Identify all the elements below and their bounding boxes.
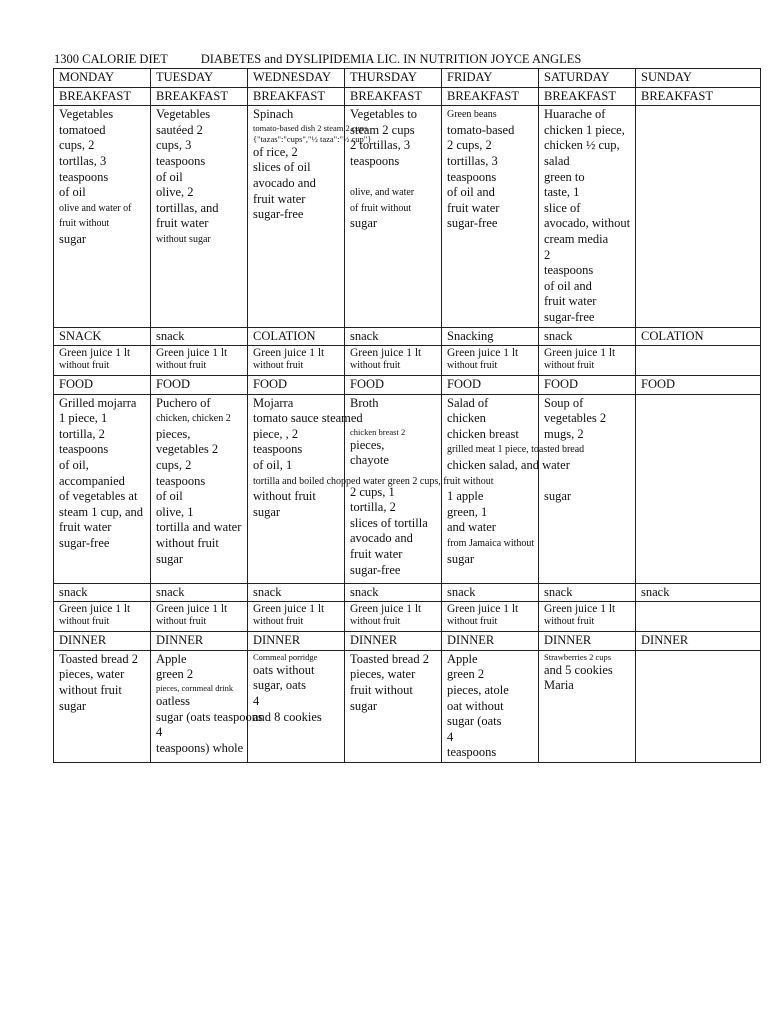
meal-line: cups, 2: [59, 138, 95, 153]
meal-line: tomato-based: [447, 122, 515, 137]
meal-line: fruit water: [544, 294, 597, 309]
meal-line: sugar, oats: [253, 678, 306, 693]
header-subtitle: DIABETES and DYSLIPIDEMIA LIC. IN NUTRITION JOYCE ANGLES: [200, 52, 582, 66]
food-row-cell: [54, 394, 151, 583]
meal-line: green 2: [156, 667, 194, 682]
meal-line: of oil: [156, 489, 183, 504]
meal-line: sugar-free: [59, 536, 110, 551]
juice-line: Green juice 1 lt: [253, 347, 325, 360]
dinner-row-cell: [151, 650, 263, 762]
meal-line: sugar: [350, 698, 378, 713]
snack2-juice-row-cell: [442, 602, 539, 632]
meal-line: cups, 3: [156, 138, 192, 153]
food-label-row: [54, 376, 761, 395]
meal-line: without fruit: [253, 489, 316, 504]
dinner-row-cell: [248, 650, 345, 762]
snack-juice-row: [54, 346, 761, 376]
breakfast-label-row-cell: BREAKFAST: [54, 87, 151, 106]
meal-line: pieces, water: [59, 667, 125, 682]
meal-line: 4: [253, 694, 260, 709]
juice-note: without fruit: [544, 616, 595, 628]
dinner-row-cell: [54, 650, 151, 762]
meal-line: sugar (oats teaspoons: [156, 709, 263, 724]
meal-line: oats without: [253, 662, 315, 677]
dinner-row-cell: [442, 650, 539, 762]
snack2-juice-row-cell: [539, 602, 636, 632]
juice-line: Green juice 1 lt: [350, 347, 422, 360]
food-row-cell: [539, 394, 636, 583]
breakfast-row-cell: [54, 106, 151, 327]
meal-line: olive, 2: [156, 185, 194, 200]
meal-line: of oil and: [544, 278, 592, 293]
snack2-label-row: [54, 583, 761, 602]
dinner-row: [54, 650, 761, 762]
meal-line: 1 piece, 1: [59, 411, 108, 426]
snack2-juice-row-cell: [636, 602, 761, 632]
meal-line: Puchero of: [156, 395, 211, 410]
meal-line: fruit water: [350, 547, 403, 562]
snack-juice-row-cell: [345, 346, 442, 376]
snack-juice-row-cell: [442, 346, 539, 376]
breakfast-row-cell: [636, 106, 761, 327]
diet-plan-table: [53, 68, 761, 763]
meal-line: chicken, chicken 2: [156, 413, 231, 425]
meal-line: Mojarra: [253, 395, 294, 410]
snack-label-row-cell: SNACK: [54, 327, 151, 346]
meal-line: oat without: [447, 698, 504, 713]
meal-line: [350, 170, 441, 186]
meal-line: teaspoons: [447, 169, 497, 184]
day-header-row-cell: WEDNESDAY: [248, 69, 345, 88]
meal-line: fruit water: [59, 520, 112, 535]
snack-juice-row-cell: [248, 346, 345, 376]
day-header-row-cell: MONDAY: [54, 69, 151, 88]
meal-line: chicken 1 piece,: [544, 122, 625, 137]
meal-line: tortilla, 2: [350, 500, 396, 515]
dinner-row-cell: [539, 650, 636, 762]
meal-line: teaspoons: [253, 442, 303, 457]
meal-line: chicken salad, and water: [447, 458, 570, 473]
meal-line: cream media: [544, 231, 609, 246]
snack-juice-row-cell: [54, 346, 151, 376]
meal-line: sautéed 2: [156, 122, 203, 137]
meal-line: Toasted bread 2: [350, 651, 429, 666]
juice-note: [641, 616, 760, 628]
meal-line: tomato sauce steamed: [253, 411, 363, 426]
snack-juice-row-cell: [636, 346, 761, 376]
meal-line: Grilled mojarra: [59, 395, 137, 410]
juice-line: Green juice 1 lt: [544, 347, 616, 360]
meal-line: accompanied: [59, 473, 125, 488]
food-label-row-cell: FOOD: [539, 376, 636, 395]
juice-note: without fruit: [156, 616, 207, 628]
food-row-cell: [636, 394, 761, 583]
meal-line: Broth: [350, 395, 379, 410]
meal-line: and water: [447, 520, 496, 535]
meal-line: pieces, atole: [447, 683, 509, 698]
juice-note: without fruit: [447, 360, 498, 372]
meal-line: piece, , 2: [253, 426, 299, 441]
meal-line: of vegetables at: [59, 489, 138, 504]
juice-note: without fruit: [156, 360, 207, 372]
dinner-label-row-cell: DINNER: [636, 632, 761, 651]
snack-juice-row-cell: [539, 346, 636, 376]
breakfast-row-cell: [248, 106, 372, 327]
meal-line: tortillas, 3: [447, 153, 498, 168]
meal-line: tomatoed: [59, 122, 106, 137]
meal-line: without fruit: [156, 536, 219, 551]
meal-line: sugar: [156, 551, 184, 566]
meal-line: sugar-free: [447, 216, 498, 231]
snack2-juice-row-cell: [54, 602, 151, 632]
meal-line: of oil: [59, 185, 86, 200]
meal-line: Green beans: [447, 109, 497, 121]
meal-line: Salad of: [447, 395, 489, 410]
breakfast-label-row-cell: BREAKFAST: [248, 87, 345, 106]
meal-line: pieces,: [350, 437, 385, 452]
snack2-juice-row-cell: [151, 602, 248, 632]
snack-juice-row-cell: [151, 346, 248, 376]
meal-line: olive, 1: [156, 504, 194, 519]
meal-line: tortillas, and: [156, 200, 219, 215]
snack-label-row-cell: COLATION: [636, 327, 761, 346]
meal-line: 2: [544, 247, 551, 262]
breakfast-row-cell: [539, 106, 636, 327]
meal-line: slices of tortilla: [350, 515, 428, 530]
dinner-row-cell: [345, 650, 442, 762]
meal-line: grilled meat 1 piece, toasted bread: [447, 444, 585, 456]
breakfast-row-cell: [442, 106, 539, 327]
snack2-label-row-cell: snack: [636, 583, 761, 602]
meal-line: green to: [544, 169, 585, 184]
meal-line: steam 1 cup, and: [59, 504, 144, 519]
meal-line: {"tazas":"cups","½ taza":"½ cup"}: [253, 133, 372, 144]
meal-line: tomato-based dish 2 steam 2 cups: [253, 122, 368, 133]
juice-line: Green juice 1 lt: [253, 603, 325, 616]
snack2-label-row-cell: snack: [539, 583, 636, 602]
meal-line: of oil and: [447, 185, 495, 200]
meal-line: fruit water: [253, 191, 306, 206]
meal-line: pieces, cornmeal drink: [156, 683, 234, 694]
meal-line: cups, 2: [156, 458, 192, 473]
juice-line: Green juice 1 lt: [350, 603, 422, 616]
juice-line: Green juice 1 lt: [447, 347, 519, 360]
meal-line: 2 cups, 1: [350, 484, 395, 499]
juice-note: without fruit: [253, 360, 304, 372]
dinner-label-row-cell: DINNER: [248, 632, 345, 651]
meal-line: from Jamaica without: [447, 538, 535, 550]
dinner-label-row-cell: DINNER: [54, 632, 151, 651]
meal-line: of oil: [156, 169, 183, 184]
meal-line: Vegetables to: [350, 107, 417, 122]
food-label-row-cell: FOOD: [345, 376, 442, 395]
dinner-label-row: [54, 632, 761, 651]
day-header-row-cell: SATURDAY: [539, 69, 636, 88]
dinner-label-row-cell: DINNER: [151, 632, 248, 651]
meal-line: Apple: [447, 651, 478, 666]
meal-line: fruit without: [59, 218, 110, 230]
meal-line: sugar: [447, 551, 475, 566]
meal-line: green 2: [447, 667, 485, 682]
meal-line: of fruit without: [350, 202, 412, 214]
meal-line: sugar: [253, 504, 281, 519]
juice-note: [641, 360, 760, 372]
food-label-row-cell: FOOD: [636, 376, 761, 395]
meal-line: salad: [544, 153, 570, 168]
meal-line: chicken: [447, 411, 486, 426]
meal-line: pieces, water: [350, 667, 416, 682]
meal-line: sugar: [59, 698, 87, 713]
dinner-label-row-cell: DINNER: [345, 632, 442, 651]
meal-line: 2 tortillas, 3: [350, 138, 411, 153]
meal-line: Vegetables: [156, 107, 211, 122]
day-header-row-cell: FRIDAY: [442, 69, 539, 88]
meal-line: teaspoons) whole: [156, 740, 244, 755]
meal-line: tortilla and boiled chopped water green 2 cups, fruit without: [253, 475, 494, 487]
juice-note: without fruit: [447, 616, 498, 628]
juice-note: without fruit: [253, 616, 304, 628]
meal-line: Spinach: [253, 107, 294, 122]
meal-line: Cornmeal porridge: [253, 651, 318, 662]
meal-line: 4: [447, 729, 454, 744]
snack2-label-row-cell: snack: [248, 583, 345, 602]
meal-line: vegetables 2: [544, 411, 607, 426]
meal-line: 1 apple: [447, 489, 484, 504]
meal-line: oatless: [156, 694, 191, 709]
meal-line: mugs, 2: [544, 426, 584, 441]
meal-line: [544, 474, 635, 490]
meal-line: Soup of: [544, 395, 584, 410]
day-header-row-cell: SUNDAY: [636, 69, 761, 88]
meal-line: teaspoons: [544, 263, 594, 278]
juice-note: without fruit: [544, 360, 595, 372]
juice-line: Green juice 1 lt: [59, 603, 131, 616]
meal-line: vegetables 2: [156, 442, 219, 457]
dinner-row-cell: [636, 650, 761, 762]
document-header: [54, 52, 581, 67]
meal-line: Maria: [544, 678, 574, 693]
snack-label-row-cell: COLATION: [248, 327, 345, 346]
meal-line: avocado and: [253, 175, 316, 190]
meal-line: tortilla, 2: [59, 426, 105, 441]
meal-line: green, 1: [447, 504, 488, 519]
snack-label-row: [54, 327, 761, 346]
breakfast-row: [54, 106, 761, 327]
juice-line: Green juice 1 lt: [544, 603, 616, 616]
dinner-label-row-cell: DINNER: [442, 632, 539, 651]
meal-line: fruit water: [156, 216, 209, 231]
snack2-label-row-cell: snack: [442, 583, 539, 602]
meal-line: sugar-free: [350, 562, 401, 577]
meal-line: teaspoons: [59, 169, 109, 184]
meal-line: avocado, without: [544, 216, 631, 231]
meal-line: teaspoons: [156, 153, 206, 168]
meal-line: of oil,: [59, 458, 89, 473]
juice-line: Green juice 1 lt: [156, 603, 228, 616]
meal-line: avocado and: [350, 531, 413, 546]
meal-line: 2 cups, 2: [447, 138, 492, 153]
meal-line: teaspoons: [156, 473, 206, 488]
meal-line: chicken breast 2: [350, 426, 406, 437]
breakfast-label-row-cell: BREAKFAST: [539, 87, 636, 106]
day-header-row-cell: THURSDAY: [345, 69, 442, 88]
juice-line: [641, 347, 760, 360]
food-label-row-cell: FOOD: [54, 376, 151, 395]
meal-line: and 8 cookies: [253, 709, 322, 724]
meal-line: teaspoons: [350, 153, 400, 168]
meal-line: [350, 411, 441, 427]
snack-label-row-cell: snack: [345, 327, 442, 346]
snack2-label-row-cell: snack: [54, 583, 151, 602]
header-diet-title: 1300 CALORIE DIET: [54, 52, 168, 66]
snack-label-row-cell: snack: [151, 327, 248, 346]
meal-line: chicken ½ cup,: [544, 138, 620, 153]
breakfast-row-cell: [345, 106, 442, 327]
juice-line: Green juice 1 lt: [59, 347, 131, 360]
meal-line: Toasted bread 2: [59, 651, 138, 666]
meal-line: tortllas, 3: [59, 153, 107, 168]
meal-line: chayote: [350, 453, 389, 468]
meal-line: Vegetables: [59, 107, 114, 122]
meal-line: sugar: [350, 216, 378, 231]
meal-line: slices of oil: [253, 160, 311, 175]
juice-line: [641, 603, 760, 616]
breakfast-label-row-cell: BREAKFAST: [345, 87, 442, 106]
meal-line: and 5 cookies: [544, 662, 613, 677]
snack2-label-row-cell: snack: [345, 583, 442, 602]
food-label-row-cell: FOOD: [248, 376, 345, 395]
day-header-row-cell: TUESDAY: [151, 69, 248, 88]
meal-line: Huarache of: [544, 107, 606, 122]
snack-label-row-cell: snack: [539, 327, 636, 346]
juice-note: without fruit: [59, 616, 110, 628]
juice-note: without fruit: [59, 360, 110, 372]
meal-line: sugar: [59, 231, 87, 246]
juice-line: Green juice 1 lt: [156, 347, 228, 360]
meal-line: teaspoons: [447, 745, 497, 760]
meal-line: sugar-free: [544, 309, 595, 324]
dinner-label-row-cell: DINNER: [539, 632, 636, 651]
meal-line: pieces,: [156, 426, 191, 441]
food-row-cell: [151, 394, 248, 583]
meal-line: Apple: [156, 651, 187, 666]
breakfast-label-row-cell: BREAKFAST: [442, 87, 539, 106]
meal-line: sugar-free: [253, 207, 304, 222]
meal-line: fruit without: [350, 683, 413, 698]
meal-line: Strawberries 2 cups: [544, 651, 612, 662]
juice-note: without fruit: [350, 616, 401, 628]
snack2-juice-row-cell: [345, 602, 442, 632]
meal-line: teaspoons: [59, 442, 109, 457]
meal-line: taste, 1: [544, 185, 580, 200]
breakfast-row-cell: [151, 106, 248, 327]
meal-line: olive and water of: [59, 202, 132, 214]
meal-line: slice of: [544, 200, 581, 215]
meal-line: of rice, 2: [253, 144, 298, 159]
snack2-juice-row: [54, 602, 761, 632]
food-label-row-cell: FOOD: [442, 376, 539, 395]
meal-line: fruit water: [447, 200, 500, 215]
snack-label-row-cell: Snacking: [442, 327, 539, 346]
meal-line: steam 2 cups: [350, 122, 415, 137]
breakfast-label-row: [54, 87, 761, 106]
meal-line: 4: [156, 725, 163, 740]
meal-line: sugar (oats: [447, 714, 502, 729]
meal-line: sugar: [544, 489, 572, 504]
breakfast-label-row-cell: BREAKFAST: [636, 87, 761, 106]
meal-line: tortilla and water: [156, 520, 242, 535]
meal-line: chicken breast: [447, 426, 519, 441]
juice-line: Green juice 1 lt: [447, 603, 519, 616]
day-header-row: [54, 69, 761, 88]
breakfast-label-row-cell: BREAKFAST: [151, 87, 248, 106]
meal-line: without fruit: [59, 683, 122, 698]
food-label-row-cell: FOOD: [151, 376, 248, 395]
snack2-juice-row-cell: [248, 602, 345, 632]
meal-line: olive, and water: [350, 187, 415, 199]
meal-line: without sugar: [156, 233, 211, 245]
food-row: [54, 394, 761, 583]
meal-line: of oil, 1: [253, 458, 293, 473]
snack2-label-row-cell: snack: [151, 583, 248, 602]
juice-note: without fruit: [350, 360, 401, 372]
